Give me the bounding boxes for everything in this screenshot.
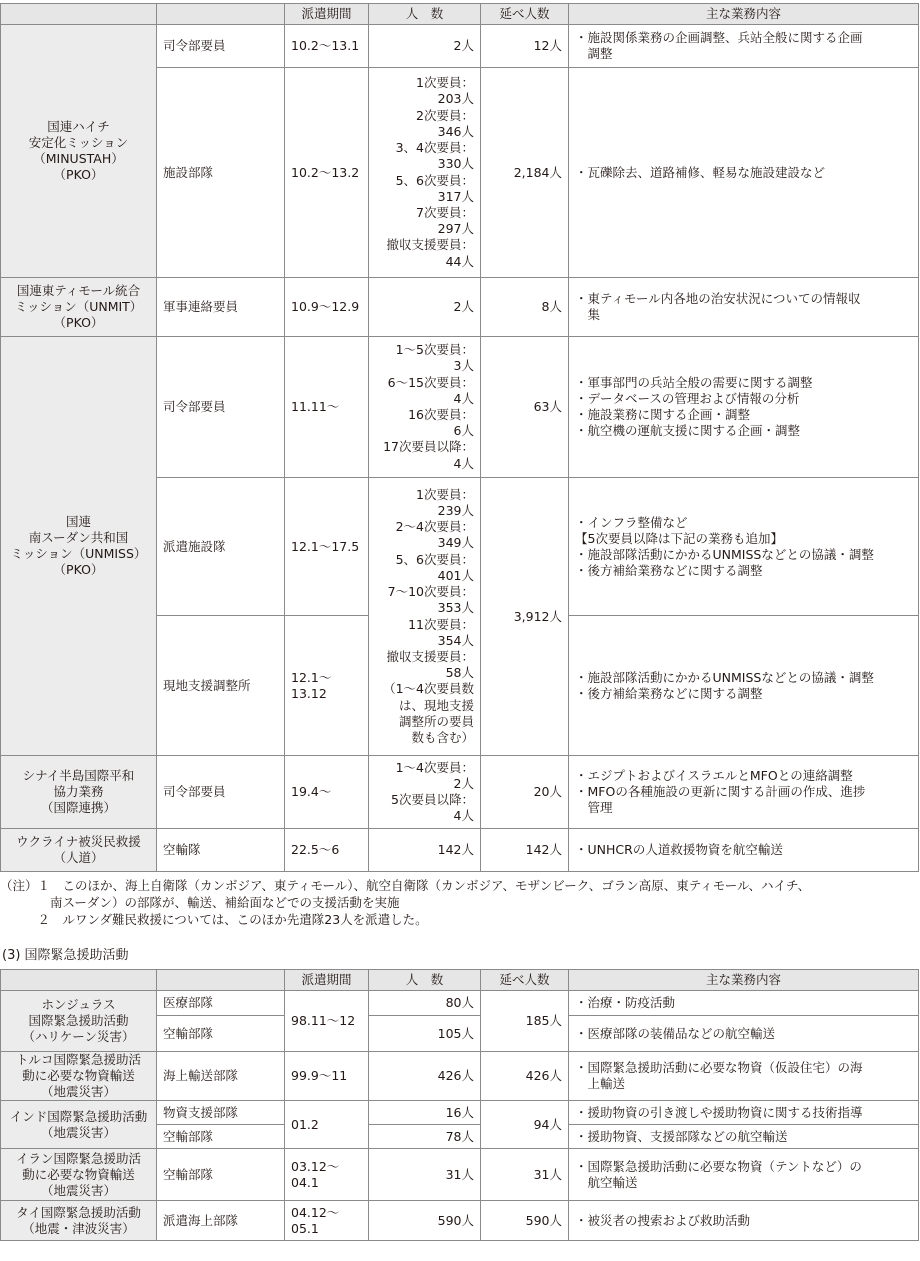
period: 11.11〜 xyxy=(285,337,369,478)
people-count: 16人 xyxy=(369,1101,481,1125)
total-count: 8人 xyxy=(481,278,569,337)
tasks: ・軍事部門の兵站全般の需要に関する調整 ・データベースの管理および情報の分析 ・施設業務に関する企画・調整 ・航空機の運航支援に関する企画・調整 xyxy=(569,337,919,478)
period: 10.2〜13.2 xyxy=(285,68,369,278)
section-title: (3) 国際緊急援助活動 xyxy=(2,948,129,963)
people-count: 142人 xyxy=(369,829,481,872)
period: 03.12〜04.1 xyxy=(285,1149,369,1201)
tasks: ・援助物資、支援部隊などの航空輸送 xyxy=(569,1125,919,1149)
people-count: 31人 xyxy=(369,1149,481,1201)
people-count: 78人 xyxy=(369,1125,481,1149)
people-count: 2人 xyxy=(369,25,481,68)
table-row xyxy=(1,1149,919,1201)
unit-name: 軍事連絡要員 xyxy=(157,278,285,337)
mission-name-sinai: シナイ半島国際平和 協力業務 （国際連携） xyxy=(1,756,157,829)
total-count: 63人 xyxy=(481,337,569,478)
header-cell-period: 派遣期間 xyxy=(285,970,369,991)
unit-name: 派遣海上部隊 xyxy=(157,1201,285,1241)
header-cell-mission xyxy=(1,970,157,991)
people-count: 426人 xyxy=(369,1052,481,1101)
unit-name: 空輸部隊 xyxy=(157,1125,285,1149)
unit-name: 空輸部隊 xyxy=(157,1016,285,1052)
people-count: 80人 xyxy=(369,991,481,1016)
people-count: 1〜5次要員： 3人 6〜15次要員： 4人 16次要員： 6人 17次要員以降： 4人 xyxy=(369,337,481,478)
period: 10.2〜13.1 xyxy=(285,25,369,68)
footnote-1: （注）１ このほか、海上自衛隊（カンボジア、東ティモール）、航空自衛隊（カンボジア、モザンビーク、ゴラン高原、東ティモール、ハイチ、 南スーダン）の部隊が、輸送、補給面などでの支援活動を実施 xyxy=(0,878,811,910)
period: 10.9〜12.9 xyxy=(285,278,369,337)
tasks: ・東ティモール内各地の治安状況についての情報収 集 xyxy=(569,278,919,337)
mission-name-ukraine: ウクライナ被災民救援 （人道） xyxy=(1,829,157,872)
mission-name-india: インド国際緊急援助活動 （地震災害） xyxy=(1,1101,157,1149)
unit-name: 空輸隊 xyxy=(157,829,285,872)
people-count: 105人 xyxy=(369,1016,481,1052)
table-row xyxy=(1,1201,919,1241)
unit-name: 空輸部隊 xyxy=(157,1149,285,1201)
total-count: 426人 xyxy=(481,1052,569,1101)
total-count: 3,912人 xyxy=(481,478,569,756)
unit-name: 現地支援調整所 xyxy=(157,616,285,756)
table-row xyxy=(1,1101,919,1125)
unit-name: 司令部要員 xyxy=(157,756,285,829)
period: 12.1〜17.5 xyxy=(285,478,369,616)
mission-name-turkey: トルコ国際緊急援助活 動に必要な物資輸送 （地震災害） xyxy=(1,1052,157,1101)
unit-name: 派遣施設隊 xyxy=(157,478,285,616)
mission-name-unmiss: 国連 南スーダン共和国 ミッション（UNMISS） （PKO） xyxy=(1,337,157,756)
table-row xyxy=(1,1052,919,1101)
mission-name-unmit: 国連東ティモール統合 ミッション（UNMIT） （PKO） xyxy=(1,278,157,337)
tasks: ・国際緊急援助活動に必要な物資（仮設住宅）の海 上輸送 xyxy=(569,1052,919,1101)
period: 99.9〜11 xyxy=(285,1052,369,1101)
header-cell-mission xyxy=(1,4,157,25)
tasks: ・施設部隊活動にかかるUNMISSなどとの協議・調整 ・後方補給業務などに関する調整 xyxy=(569,616,919,756)
header-cell-tasks: 主な業務内容 xyxy=(569,970,919,991)
period: 22.5〜6 xyxy=(285,829,369,872)
period: 01.2 xyxy=(285,1101,369,1149)
unit-name: 海上輸送部隊 xyxy=(157,1052,285,1101)
tasks: ・瓦礫除去、道路補修、軽易な施設建設など xyxy=(569,68,919,278)
header-cell-period: 派遣期間 xyxy=(285,4,369,25)
total-count: 2,184人 xyxy=(481,68,569,278)
total-count: 590人 xyxy=(481,1201,569,1241)
people-count: 1次要員： 239人 2〜4次要員： 349人 5、6次要員： 401人 7〜10次要員： 353人 11次要員： 354人 撤収支援要員： 58人 （1〜4次要員数 は、現地支援 調整所の要員 数も含む） xyxy=(369,478,481,756)
header-cell-unit xyxy=(157,4,285,25)
people-count: 2人 xyxy=(369,278,481,337)
tasks: ・施設関係業務の企画調整、兵站全般に関する企画 調整 xyxy=(569,25,919,68)
unit-name: 施設部隊 xyxy=(157,68,285,278)
header-cell-people: 人 数 xyxy=(369,4,481,25)
header-cell-unit xyxy=(157,970,285,991)
table-row xyxy=(1,25,919,68)
mission-name-iran: イラン国際緊急援助活 動に必要な物資輸送 （地震災害） xyxy=(1,1149,157,1201)
tasks: ・医療部隊の装備品などの航空輸送 xyxy=(569,1016,919,1052)
people-count: 590人 xyxy=(369,1201,481,1241)
total-count: 31人 xyxy=(481,1149,569,1201)
pko-table xyxy=(0,3,919,872)
total-count: 185人 xyxy=(481,991,569,1052)
tasks: ・インフラ整備など 【5次要員以降は下記の業務も追加】 ・施設部隊活動にかかるUNMISSなどとの協議・調整 ・後方補給業務などに関する調整 xyxy=(569,478,919,616)
header-cell-total: 延べ人数 xyxy=(481,970,569,991)
people-count: 1次要員： 203人 2次要員： 346人 3、4次要員： 330人 5、6次要員： 317人 7次要員： 297人 撤収支援要員： 44人 xyxy=(369,68,481,278)
total-count: 94人 xyxy=(481,1101,569,1149)
mission-name-honduras: ホンジュラス 国際緊急援助活動 （ハリケーン災害） xyxy=(1,991,157,1052)
unit-name: 物資支援部隊 xyxy=(157,1101,285,1125)
footnote-2: ２ ルワンダ難民救援については、このほか先遣隊23人を派遣した。 xyxy=(0,912,428,927)
table-row xyxy=(1,756,919,829)
table-header-row xyxy=(1,4,919,25)
header-cell-tasks: 主な業務内容 xyxy=(569,4,919,25)
tasks: ・エジプトおよびイスラエルとMFOとの連絡調整 ・MFOの各種施設の更新に関する計画の作成、進捗 管理 xyxy=(569,756,919,829)
total-count: 142人 xyxy=(481,829,569,872)
tasks: ・UNHCRの人道救援物資を航空輸送 xyxy=(569,829,919,872)
tasks: ・国際緊急援助活動に必要な物資（テントなど）の 航空輸送 xyxy=(569,1149,919,1201)
people-count: 1〜4次要員： 2人 5次要員以降： 4人 xyxy=(369,756,481,829)
tasks: ・援助物資の引き渡しや援助物資に関する技術指導 xyxy=(569,1101,919,1125)
mission-name-minustah: 国連ハイチ 安定化ミッション （MINUSTAH） （PKO） xyxy=(1,25,157,278)
table-row xyxy=(1,278,919,337)
mission-name-thailand: タイ国際緊急援助活動 （地震・津波災害） xyxy=(1,1201,157,1241)
unit-name: 医療部隊 xyxy=(157,991,285,1016)
unit-name: 司令部要員 xyxy=(157,337,285,478)
footnotes xyxy=(0,877,918,928)
emergency-relief-table xyxy=(0,969,919,1241)
header-cell-people: 人 数 xyxy=(369,970,481,991)
table-row xyxy=(1,991,919,1016)
tasks: ・治療・防疫活動 xyxy=(569,991,919,1016)
table-header-row xyxy=(1,970,919,991)
table-row xyxy=(1,829,919,872)
total-count: 12人 xyxy=(481,25,569,68)
header-cell-total: 延べ人数 xyxy=(481,4,569,25)
total-count: 20人 xyxy=(481,756,569,829)
period: 19.4〜 xyxy=(285,756,369,829)
unit-name: 司令部要員 xyxy=(157,25,285,68)
table-row xyxy=(1,337,919,478)
period: 98.11〜12 xyxy=(285,991,369,1052)
period: 12.1〜 13.12 xyxy=(285,616,369,756)
period: 04.12〜05.1 xyxy=(285,1201,369,1241)
tasks: ・被災者の捜索および救助活動 xyxy=(569,1201,919,1241)
